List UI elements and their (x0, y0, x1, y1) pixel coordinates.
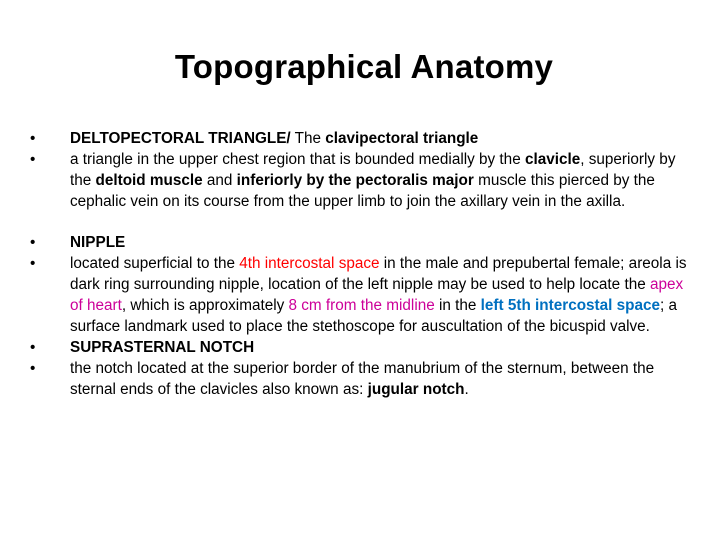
eight-cm-term: 8 cm from the midline (288, 297, 435, 314)
text-segment: in the (434, 297, 481, 314)
text-segment: the notch located at the superior border of the manubrium of the sternum, between the sternal ends of the clavicles also known as: (70, 360, 655, 398)
bullet-list (30, 128, 700, 400)
bullet-icon: • (30, 255, 36, 272)
text-segment: ; a surface landmark used to place the stethoscope for auscultation of the bicuspid valve. (70, 297, 678, 335)
list-item-suprasternal (30, 337, 700, 358)
bullet-icon: • (30, 360, 36, 377)
left-fifth-intercostal-term: left 5th intercostal space (480, 297, 661, 314)
text-segment: located superficial to the (70, 255, 240, 272)
slide-title: Topographical Anatomy (174, 48, 554, 85)
list-item-suprasternal-description (30, 358, 700, 400)
text-segment: , superiorly by the (70, 151, 676, 189)
fourth-intercostal-term: 4th intercostal space (239, 255, 380, 272)
text-segment: . (464, 381, 469, 398)
text-segment: muscle this pierced by the cephalic vein on its course from the upper limb to join the axillary vein in the axilla. (70, 172, 655, 210)
the-text: The (290, 130, 326, 147)
text-segment: a triangle in the upper chest region that is bounded medially by the (70, 151, 525, 168)
bullet-icon: • (30, 339, 36, 356)
bullet-icon: • (30, 151, 36, 168)
spacer (30, 212, 700, 232)
deltopectoral-heading: DELTOPECTORAL TRIANGLE/ (70, 130, 291, 147)
bullet-icon: • (30, 234, 36, 251)
jugular-notch-term: jugular notch (367, 381, 465, 398)
bullet-icon: • (30, 130, 36, 147)
suprasternal-heading: SUPRASTERNAL NOTCH (70, 339, 255, 356)
text-segment: in the male and prepubertal female; areola is dark ring surrounding nipple, location of the left nipple may be used to help locate the (70, 255, 687, 293)
deltoid-term: deltoid muscle (95, 172, 203, 189)
nipple-heading: NIPPLE (70, 234, 126, 251)
list-item-nipple-description (30, 253, 700, 337)
clavipectoral-term: clavipectoral triangle (325, 130, 479, 147)
apex-heart-term: apex of heart (70, 276, 684, 314)
text-segment: and (202, 172, 237, 189)
list-item-nipple (30, 232, 700, 253)
pectoralis-term: inferiorly by the pectoralis major (236, 172, 474, 189)
text-segment: , which is approximately (121, 297, 289, 314)
clavicle-term: clavicle (524, 151, 581, 168)
list-item-deltopectoral (30, 128, 700, 149)
list-item-triangle-description (30, 149, 700, 212)
